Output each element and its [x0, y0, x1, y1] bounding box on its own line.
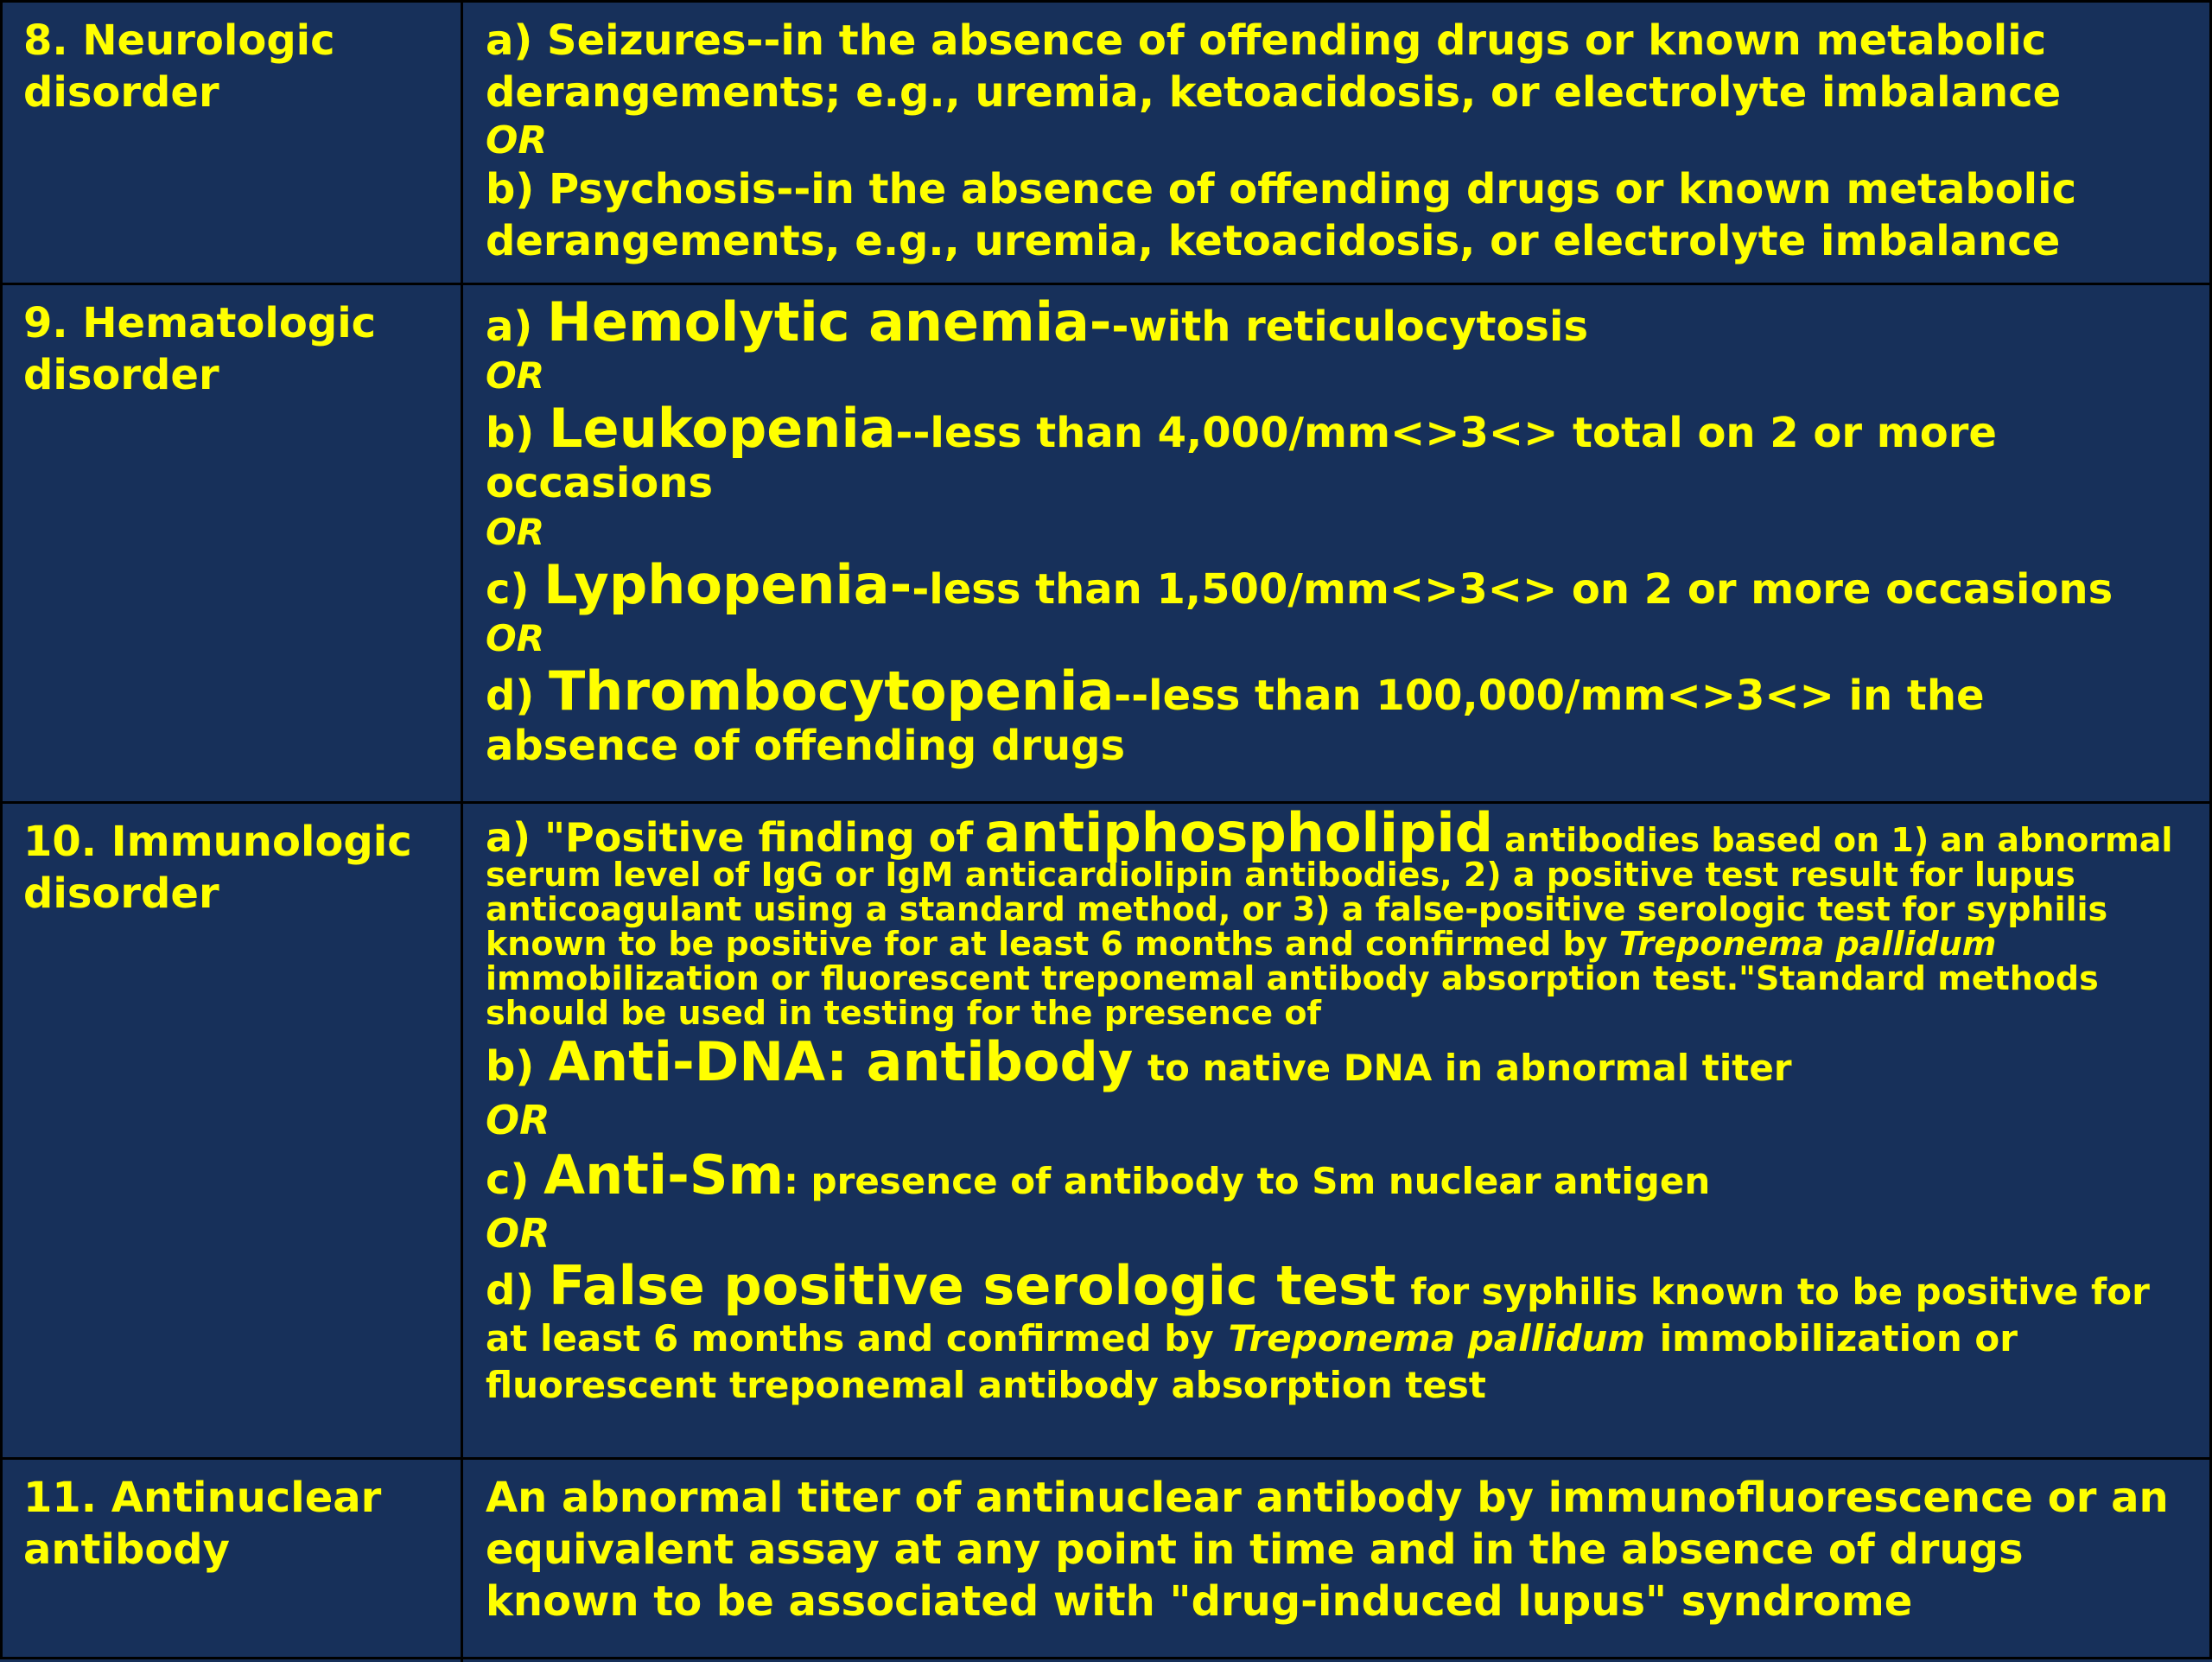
- criterion-d: [486, 1254, 2189, 1408]
- criterion-d: [486, 659, 2189, 771]
- row-content: [463, 285, 2212, 801]
- table-row-antinuclear: [3, 1457, 2212, 1662]
- row-content: [463, 801, 2212, 1457]
- criterion-b: b) Psychosis--in the absence of offending drugs or known metabolic derangements, e.g., uremia, ketoacidosis, or electrolyte imbalance: [486, 165, 2077, 265]
- table-row-neurologic: [3, 3, 2212, 283]
- criterion-term: antiphospholipid: [984, 801, 1494, 864]
- criterion-c: [486, 1143, 2189, 1207]
- organism-name: Treponema pallidum: [1618, 925, 1997, 963]
- criterion-prefix: d): [486, 1266, 535, 1315]
- organism-name: Treponema pallidum: [1228, 1317, 1646, 1360]
- criterion-term: Lyphopenia-: [543, 553, 912, 616]
- criterion-term: Anti-DNA: antibody: [549, 1030, 1134, 1093]
- row-label: 8. Neurologic disorder: [3, 3, 463, 283]
- criterion-b: [486, 397, 2189, 508]
- criterion-detail: immobilization or fluorescent treponemal antibody absorption test: [486, 1317, 2018, 1406]
- criterion-c: [486, 553, 2189, 616]
- criterion-prefix: c): [486, 565, 530, 614]
- criterion-detail: to native DNA in abnormal titer: [1147, 1047, 1792, 1089]
- or-separator: OR: [486, 1097, 550, 1143]
- or-separator: OR: [486, 511, 545, 553]
- criterion-prefix: a) "Positive finding of: [486, 814, 974, 861]
- row-content: [463, 3, 2212, 283]
- criterion-prefix: c): [486, 1156, 530, 1204]
- criterion-detail: antibodies based on 1) an abnormal serum level of IgG or IgM anticardiolipin antibodies, 2) a positive test result for lupus anticoagulant using a standard method, or 3) a false-positive serologic test for syphilis known to be positive for at least 6 months and confirmed by: [486, 821, 2173, 963]
- or-separator: OR: [486, 354, 545, 397]
- table-row-immunologic: [3, 801, 2212, 1457]
- criterion-term: Thrombocytopenia: [549, 659, 1115, 723]
- criterion-prefix: b): [486, 1042, 535, 1091]
- table-row-hematologic: [3, 283, 2212, 801]
- or-separator: OR: [486, 118, 548, 162]
- row-label: 11. Antinuclear antibody: [3, 1460, 463, 1662]
- criterion-a: a) Seizures--in the absence of offending drugs or known metabolic derangements; e.g., uremia, ketoacidosis, or electrolyte imbalance: [486, 16, 2062, 117]
- row-label: 9. Hematologic disorder: [3, 285, 463, 801]
- criterion-term: Hemolytic anemia-: [547, 290, 1112, 353]
- row-content: An abnormal titer of antinuclear antibody by immunofluorescence or an equivalent assay at any point in time and in the absence of drugs known to be associated with "drug-induced lupus" syndrome: [486, 1474, 2169, 1626]
- criterion-a: [486, 801, 2189, 1032]
- criterion-term: False positive serologic test: [549, 1254, 1396, 1317]
- criterion-prefix: d): [486, 672, 535, 720]
- criterion-detail: for syphilis known to be positive for at least 6 months and confirmed by: [486, 1270, 2150, 1360]
- criterion-detail: --less than 4,000/mm<>3<> total on 2 or more occasions: [486, 409, 1997, 507]
- or-separator: OR: [486, 617, 545, 659]
- criterion-prefix: b): [486, 409, 535, 457]
- criterion-detail: -with reticulocytosis: [1111, 302, 1589, 351]
- or-separator: OR: [486, 1210, 550, 1257]
- criterion-detail: : presence of antibody to Sm nuclear antigen: [784, 1160, 1711, 1202]
- criterion-a: [486, 290, 2189, 353]
- criterion-term: Anti-Sm: [543, 1143, 785, 1207]
- criterion-detail: -less than 1,500/mm<>3<> on 2 or more occasions: [912, 565, 2113, 614]
- criterion-detail: immobilization or fluorescent treponemal antibody absorption test."Standard methods should be used in testing for the presence of: [486, 959, 2099, 1032]
- row-label: 10. Immunologic disorder: [3, 804, 463, 1457]
- criterion-b: [486, 1030, 2189, 1093]
- criterion-prefix: a): [486, 302, 533, 351]
- criterion-detail: --less than 100,000/mm<>3<> in the absence of offending drugs: [486, 672, 1985, 770]
- criterion-term: Leukopenia: [549, 397, 896, 460]
